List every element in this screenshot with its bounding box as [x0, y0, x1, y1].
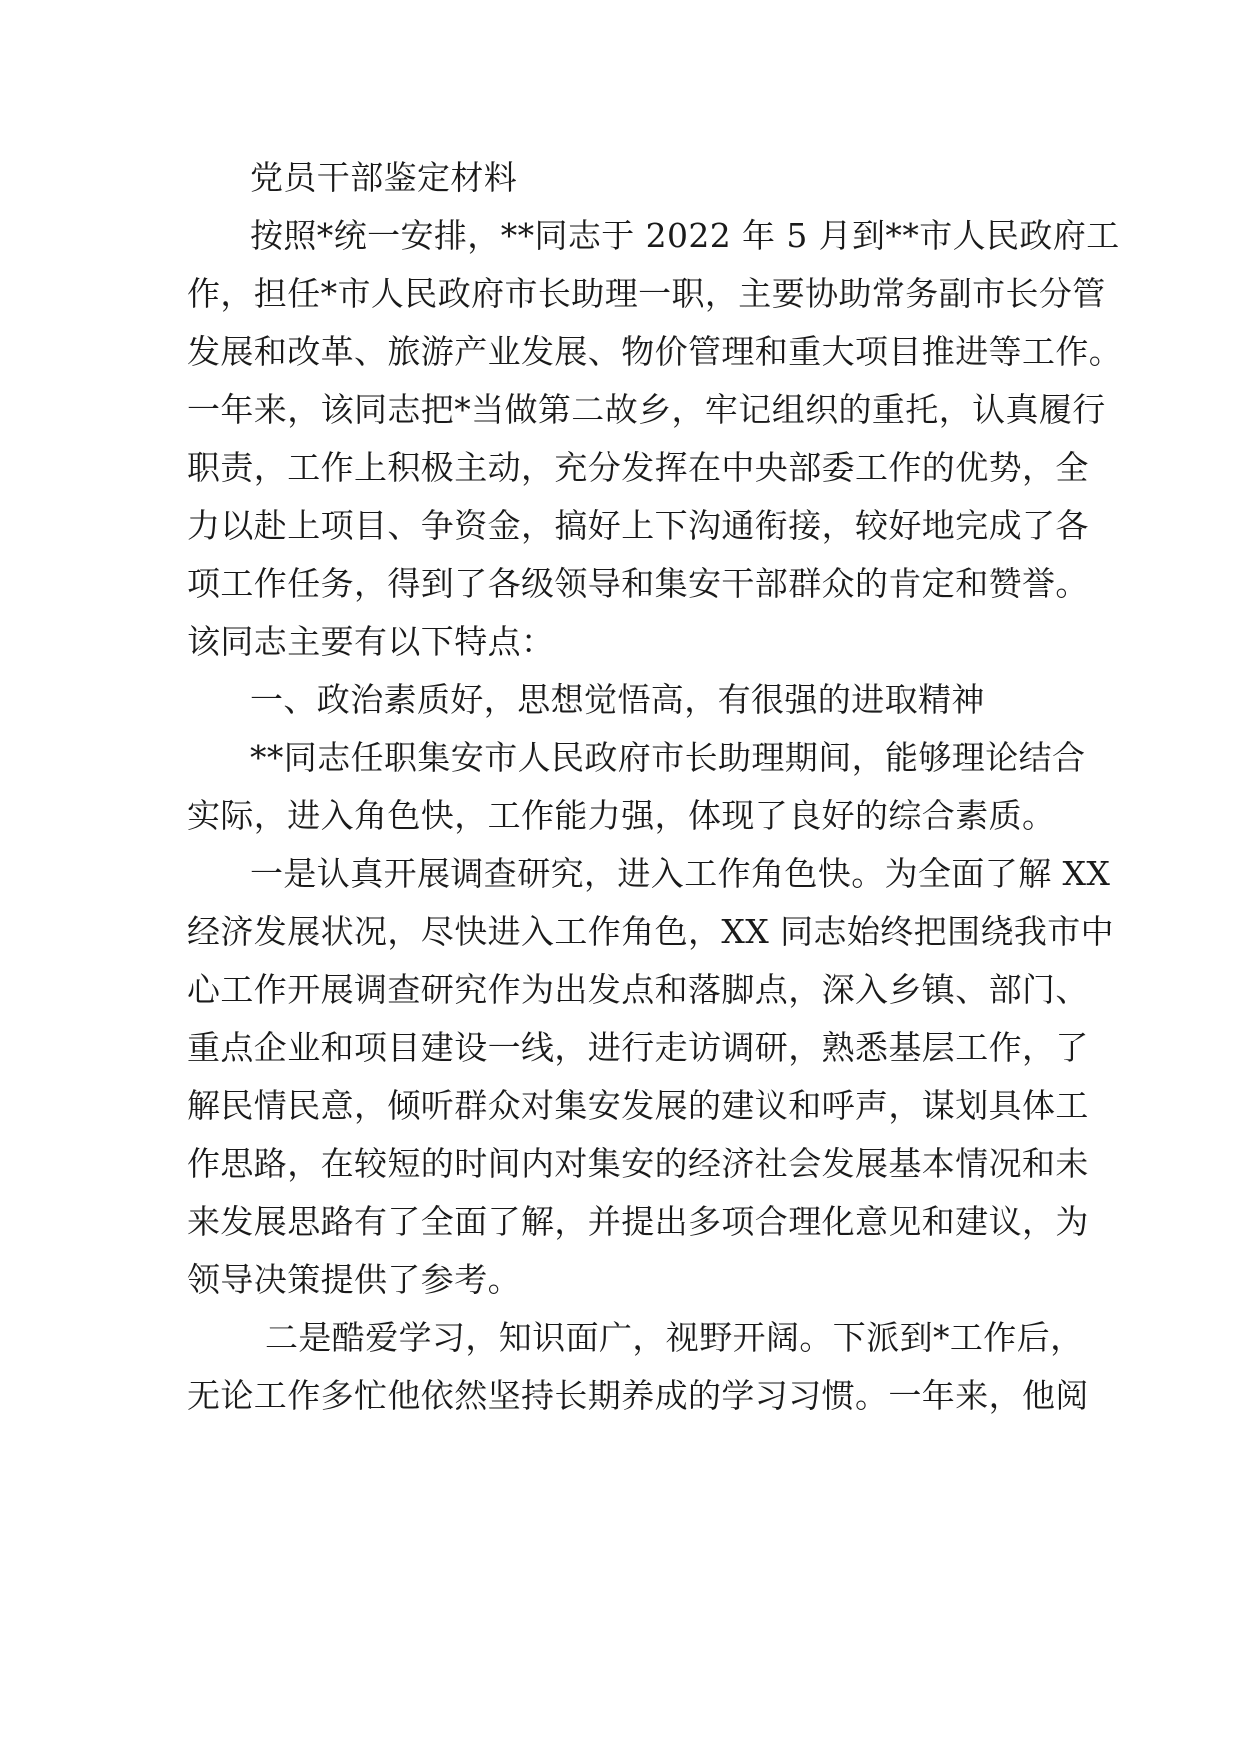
paragraph-line: **同志任职集安市人民政府市长助理期间，能够理论结合: [250, 738, 1086, 777]
paragraph-line: 作思路，在较短的时间内对集安的经济社会发展基本情况和未: [187, 1144, 1089, 1183]
paragraph-line: 无论工作多忙他依然坚持长期养成的学习习惯。一年来，他阅: [187, 1376, 1089, 1415]
paragraph-line: 经济发展状况，尽快进入工作角色，XX 同志始终把围绕我市中: [187, 912, 1115, 951]
intro-line: 作，担任*市人民政府市长助理一职，主要协助常务副市长分管: [187, 274, 1106, 313]
paragraph-line: 领导决策提供了参考。: [187, 1260, 521, 1299]
paragraph-line: 心工作开展调查研究作为出发点和落脚点，深入乡镇、部门、: [187, 970, 1089, 1009]
intro-line: 力以赴上项目、争资金，搞好上下沟通衔接，较好地完成了各: [187, 506, 1089, 545]
paragraph-line: 来发展思路有了全面了解，并提出多项合理化意见和建议，为: [187, 1202, 1089, 1241]
intro-line: 发展和改革、旅游产业发展、物价管理和重大项目推进等工作。: [187, 332, 1123, 371]
paragraph-line: 实际，进入角色快，工作能力强，体现了良好的综合素质。: [187, 796, 1056, 835]
paragraph-line: 解民情民意，倾听群众对集安发展的建议和呼声，谋划具体工: [187, 1086, 1089, 1125]
paragraph-line: 重点企业和项目建设一线，进行走访调研，熟悉基层工作，了: [187, 1028, 1089, 1067]
intro-line: 职责，工作上积极主动，充分发挥在中央部委工作的优势，全: [187, 448, 1089, 487]
intro-line: 项工作任务，得到了各级领导和集安干部群众的肯定和赞誉。: [187, 564, 1089, 603]
paragraph-line: 二是酷爱学习，知识面广，视野开阔。下派到*工作后，: [265, 1318, 1084, 1357]
paragraph-line: 一是认真开展调查研究，进入工作角色快。为全面了解 XX: [250, 854, 1111, 893]
document-title: 党员干部鉴定材料: [250, 158, 518, 197]
section-heading: 一、政治素质好，思想觉悟高，有很强的进取精神: [250, 680, 985, 719]
intro-line: 该同志主要有以下特点：: [187, 622, 555, 661]
intro-line: 按照*统一安排，**同志于 2022 年 5 月到**市人民政府工: [250, 216, 1120, 255]
intro-line: 一年来，该同志把*当做第二故乡，牢记组织的重托，认真履行: [187, 390, 1106, 429]
